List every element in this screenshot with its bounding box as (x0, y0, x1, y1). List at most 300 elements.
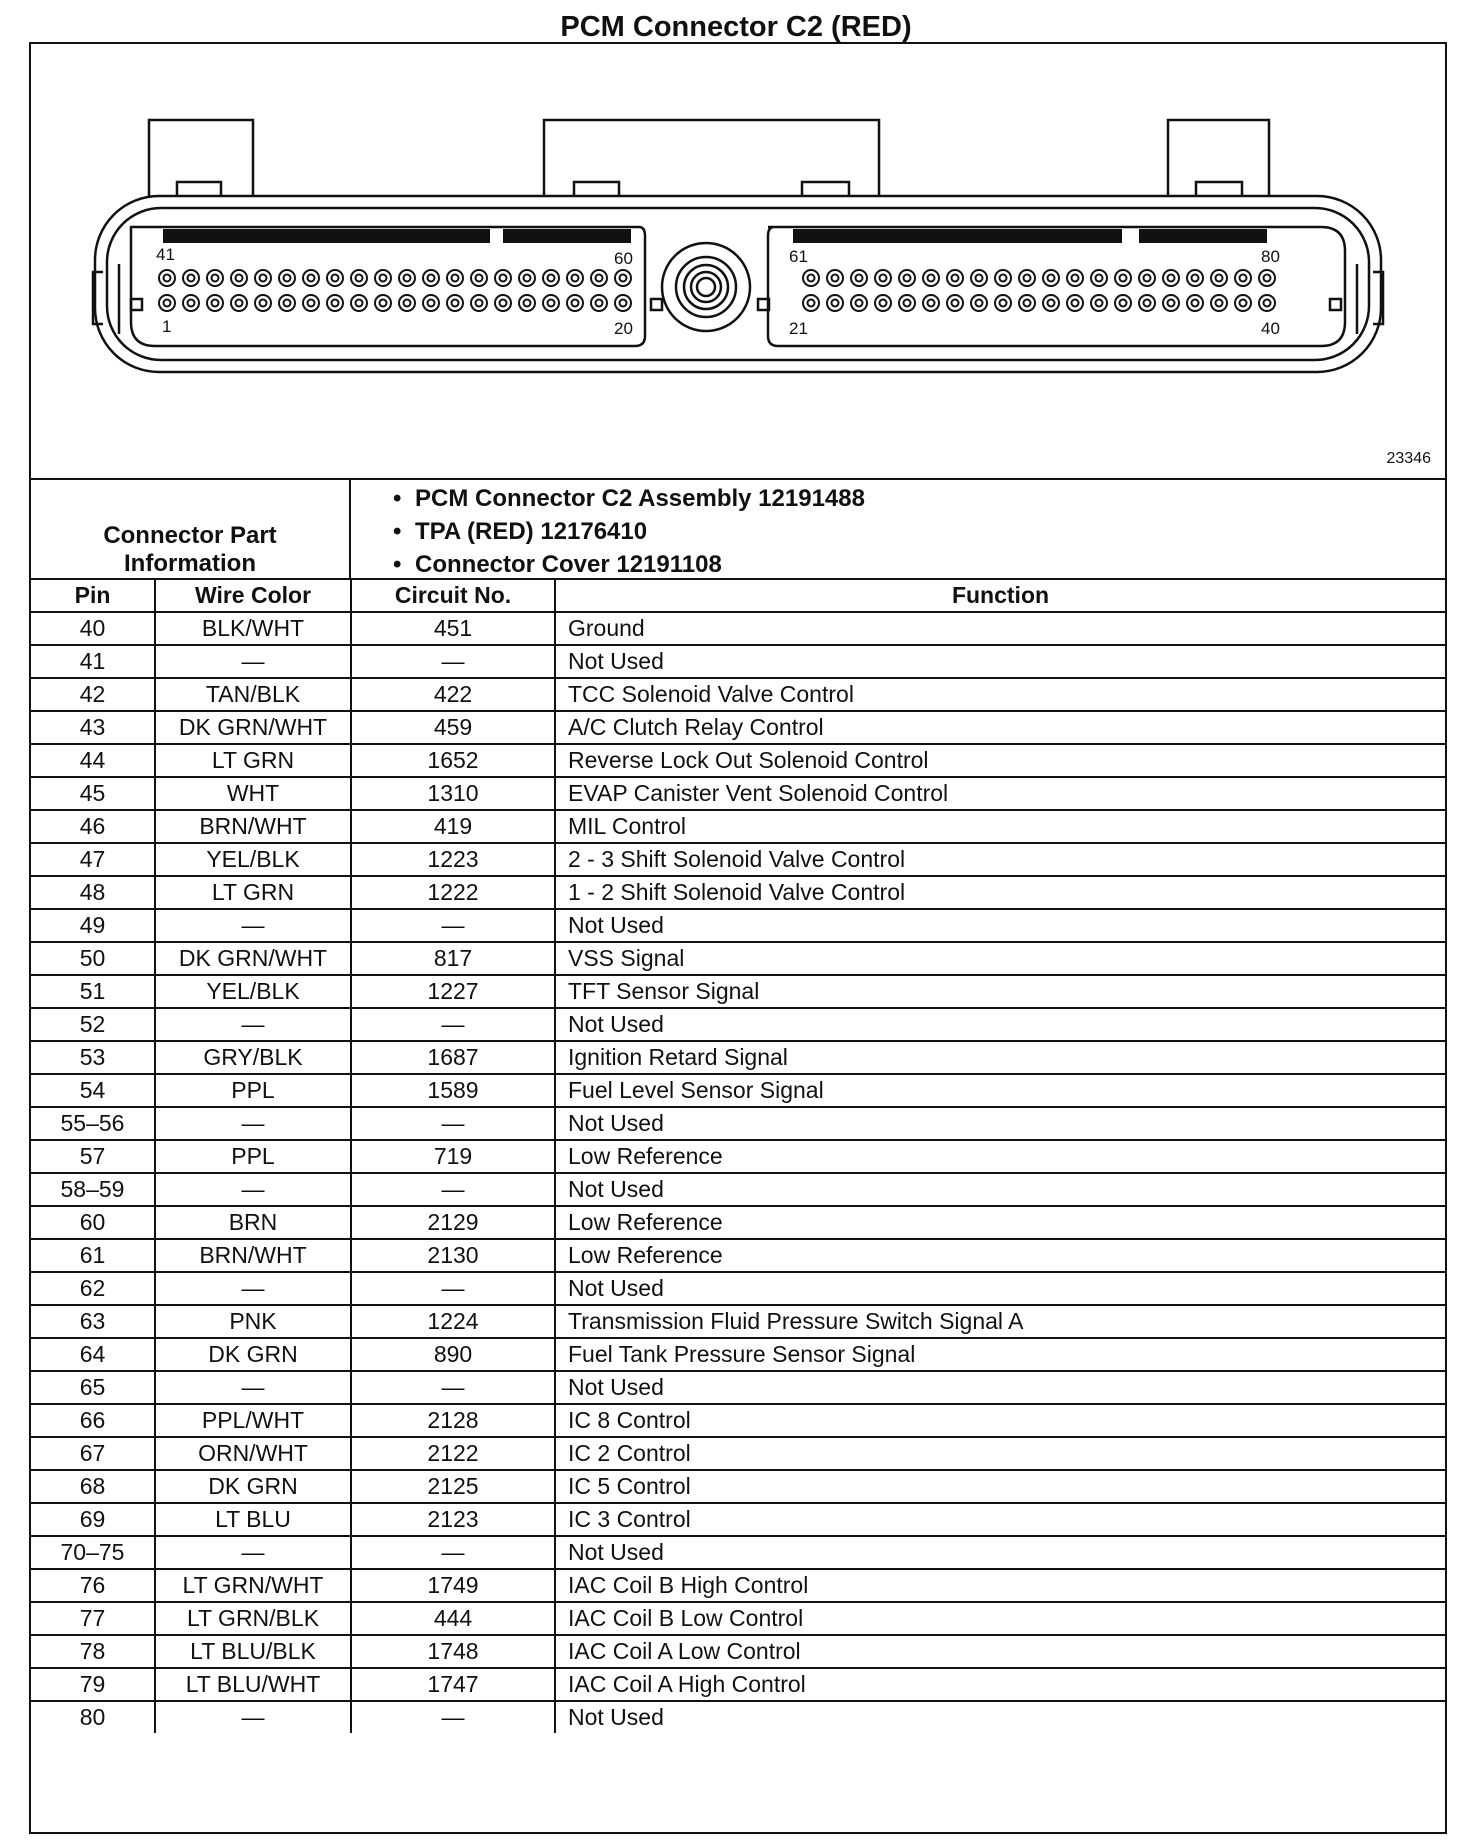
table-row (31, 1173, 1445, 1206)
pin-socket (519, 270, 535, 286)
cell-circuit-no: 1222 (351, 876, 555, 909)
table-row (31, 1701, 1445, 1733)
cell-pin: 60 (31, 1206, 155, 1239)
pin-socket (375, 270, 391, 286)
pin-socket (827, 295, 843, 311)
cell-pin: 68 (31, 1470, 155, 1503)
pin-socket-center (1144, 300, 1151, 307)
pin-socket-center (356, 300, 363, 307)
pin-socket-center (284, 300, 291, 307)
pin-socket-center (808, 275, 815, 282)
cell-wire-color: LT GRN/WHT (155, 1569, 351, 1602)
cell-function: Not Used (555, 1701, 1445, 1733)
pin-socket-center (832, 300, 839, 307)
cell-pin: 78 (31, 1635, 155, 1668)
pin-socket (1043, 270, 1059, 286)
pin-socket-center (1168, 300, 1175, 307)
pin-socket-center (928, 300, 935, 307)
pin-socket (851, 295, 867, 311)
pin-socket-center (928, 275, 935, 282)
pin-socket (183, 270, 199, 286)
cell-function: Transmission Fluid Pressure Switch Signal A (555, 1305, 1445, 1338)
pin-label-40: 40 (1261, 319, 1280, 338)
pin-socket-center (188, 275, 195, 282)
cell-wire-color: YEL/BLK (155, 975, 351, 1008)
cell-circuit-no: — (351, 1008, 555, 1041)
part-item: • PCM Connector C2 Assembly 12191488 (393, 485, 865, 512)
cell-function: Not Used (555, 645, 1445, 678)
pin-socket (591, 270, 607, 286)
cell-function: TCC Solenoid Valve Control (555, 678, 1445, 711)
pin-socket (899, 295, 915, 311)
pin-socket (399, 270, 415, 286)
pin-socket-center (976, 300, 983, 307)
pin-socket-center (880, 300, 887, 307)
cell-pin: 51 (31, 975, 155, 1008)
pin-socket (567, 270, 583, 286)
table-row (31, 1437, 1445, 1470)
cell-wire-color: — (155, 1701, 351, 1733)
cell-circuit-no: 2123 (351, 1503, 555, 1536)
cell-wire-color: PPL (155, 1074, 351, 1107)
cell-function: Not Used (555, 1272, 1445, 1305)
pin-socket-center (1240, 275, 1247, 282)
cell-function: IC 8 Control (555, 1404, 1445, 1437)
cell-circuit-no: 1747 (351, 1668, 555, 1701)
table-row (31, 942, 1445, 975)
pin-socket (255, 270, 271, 286)
pin-socket-center (428, 275, 435, 282)
connector-part-info-label (31, 480, 351, 580)
pin-socket-center (1216, 275, 1223, 282)
pin-socket-center (284, 275, 291, 282)
pin-socket-center (212, 275, 219, 282)
pin-socket (231, 295, 247, 311)
cell-pin: 76 (31, 1569, 155, 1602)
pin-socket-center (976, 275, 983, 282)
pin-socket (1067, 270, 1083, 286)
pin-socket (971, 270, 987, 286)
cell-pin: 58–59 (31, 1173, 155, 1206)
pin-socket (519, 295, 535, 311)
table-row (31, 1371, 1445, 1404)
cell-circuit-no: 2129 (351, 1206, 555, 1239)
pin-socket-center (572, 275, 579, 282)
cell-function: Low Reference (555, 1206, 1445, 1239)
cell-function: Not Used (555, 909, 1445, 942)
pin-socket (875, 295, 891, 311)
cell-pin: 55–56 (31, 1107, 155, 1140)
pin-socket (995, 295, 1011, 311)
pin-socket (231, 270, 247, 286)
pin-socket (159, 295, 175, 311)
cell-function: 2 - 3 Shift Solenoid Valve Control (555, 843, 1445, 876)
table-row (31, 1107, 1445, 1140)
connector-part-list (393, 482, 865, 581)
table-row (31, 843, 1445, 876)
pin-socket (1187, 270, 1203, 286)
pin-socket-center (1192, 275, 1199, 282)
cell-pin: 52 (31, 1008, 155, 1041)
pin-socket (1115, 270, 1131, 286)
pin-socket-center (1096, 300, 1103, 307)
cell-function: Not Used (555, 1173, 1445, 1206)
pin-socket (923, 270, 939, 286)
cell-function: Low Reference (555, 1239, 1445, 1272)
figure-id: 23346 (1386, 450, 1431, 467)
cell-wire-color: — (155, 645, 351, 678)
pin-socket (351, 295, 367, 311)
pin-label-41: 41 (156, 245, 175, 264)
cell-circuit-no: 2130 (351, 1239, 555, 1272)
pin-label-80: 80 (1261, 247, 1280, 266)
cell-wire-color: BLK/WHT (155, 612, 351, 645)
cell-wire-color: PPL (155, 1140, 351, 1173)
pin-socket (327, 295, 343, 311)
pin-socket (1259, 270, 1275, 286)
part-item-text: TPA (RED) 12176410 (415, 518, 648, 545)
pin-socket-center (548, 300, 555, 307)
pin-socket-center (380, 275, 387, 282)
page-title: PCM Connector C2 (RED) (560, 11, 912, 43)
pin-socket (923, 295, 939, 311)
pin-socket (207, 295, 223, 311)
table-row (31, 810, 1445, 843)
pin-socket (875, 270, 891, 286)
cell-pin: 69 (31, 1503, 155, 1536)
cell-circuit-no: — (351, 1536, 555, 1569)
cell-pin: 44 (31, 744, 155, 777)
table-row (31, 678, 1445, 711)
cell-wire-color: — (155, 1107, 351, 1140)
cell-function: EVAP Canister Vent Solenoid Control (555, 777, 1445, 810)
pin-socket-center (1072, 300, 1079, 307)
part-item: • Connector Cover 12191108 (393, 551, 722, 578)
cell-pin: 54 (31, 1074, 155, 1107)
cell-circuit-no: — (351, 1107, 555, 1140)
pin-socket-center (236, 300, 243, 307)
pin-socket-center (1024, 275, 1031, 282)
cell-pin: 45 (31, 777, 155, 810)
pin-socket-center (1120, 275, 1127, 282)
pin-socket-center (880, 275, 887, 282)
pin-socket (423, 295, 439, 311)
cell-circuit-no: 1589 (351, 1074, 555, 1107)
cell-function: IAC Coil B Low Control (555, 1602, 1445, 1635)
cell-circuit-no: 817 (351, 942, 555, 975)
cell-wire-color: LT GRN (155, 876, 351, 909)
pin-socket (1091, 270, 1107, 286)
cell-function: IAC Coil A High Control (555, 1668, 1445, 1701)
pin-label-20: 20 (614, 319, 633, 338)
pin-socket (803, 270, 819, 286)
pin-socket-center (904, 275, 911, 282)
cell-function: IAC Coil B High Control (555, 1569, 1445, 1602)
cell-wire-color: DK GRN/WHT (155, 711, 351, 744)
pin-label-21: 21 (789, 319, 808, 338)
cell-circuit-no: 444 (351, 1602, 555, 1635)
cell-circuit-no: 419 (351, 810, 555, 843)
pin-socket (543, 270, 559, 286)
cell-circuit-no: 1227 (351, 975, 555, 1008)
cell-circuit-no: 719 (351, 1140, 555, 1173)
cell-function: IAC Coil A Low Control (555, 1635, 1445, 1668)
pin-socket (1163, 270, 1179, 286)
cell-function: IC 5 Control (555, 1470, 1445, 1503)
pin-socket (1235, 270, 1251, 286)
pin-socket (375, 295, 391, 311)
pin-socket-center (164, 275, 171, 282)
pin-socket (207, 270, 223, 286)
pin-socket (1043, 295, 1059, 311)
table-header-row (31, 579, 1445, 612)
cell-function: Low Reference (555, 1140, 1445, 1173)
cell-function: VSS Signal (555, 942, 1445, 975)
pin-label-60: 60 (614, 249, 633, 268)
pin-label-1: 1 (162, 317, 172, 336)
cell-pin: 79 (31, 1668, 155, 1701)
cell-pin: 77 (31, 1602, 155, 1635)
pin-socket-center (832, 275, 839, 282)
pin-socket-center (1264, 275, 1271, 282)
cell-function: Ground (555, 612, 1445, 645)
cell-function: Fuel Level Sensor Signal (555, 1074, 1445, 1107)
cell-function: A/C Clutch Relay Control (555, 711, 1445, 744)
pin-socket (947, 270, 963, 286)
pin-socket (543, 295, 559, 311)
cell-function: Fuel Tank Pressure Sensor Signal (555, 1338, 1445, 1371)
pin-socket (995, 270, 1011, 286)
pin-socket-center (452, 300, 459, 307)
cell-wire-color: WHT (155, 777, 351, 810)
table-row (31, 1503, 1445, 1536)
pin-socket (615, 295, 631, 311)
cell-pin: 42 (31, 678, 155, 711)
pin-socket (303, 295, 319, 311)
cell-pin: 64 (31, 1338, 155, 1371)
table-row (31, 1536, 1445, 1569)
info-label-text: Connector Part Information (103, 522, 277, 577)
pin-socket (1019, 295, 1035, 311)
pin-socket (803, 295, 819, 311)
table-row (31, 1206, 1445, 1239)
connector-frame (29, 42, 1447, 1834)
part-item: • TPA (RED) 12176410 (393, 518, 648, 545)
cell-pin: 43 (31, 711, 155, 744)
cell-circuit-no: 2122 (351, 1437, 555, 1470)
pin-socket-center (524, 275, 531, 282)
pin-socket (1067, 295, 1083, 311)
pin-socket (899, 270, 915, 286)
connector-drawing (31, 44, 1445, 479)
cell-circuit-no: 2128 (351, 1404, 555, 1437)
cell-pin: 53 (31, 1041, 155, 1074)
cell-function: TFT Sensor Signal (555, 975, 1445, 1008)
cell-circuit-no: 422 (351, 678, 555, 711)
cell-wire-color: YEL/BLK (155, 843, 351, 876)
pin-socket-center (1144, 275, 1151, 282)
cell-function: MIL Control (555, 810, 1445, 843)
table-row (31, 1074, 1445, 1107)
pin-socket-center (1192, 300, 1199, 307)
connector-part-info (31, 478, 1445, 581)
table-row (31, 645, 1445, 678)
pin-socket (279, 270, 295, 286)
cell-circuit-no: — (351, 645, 555, 678)
cell-pin: 80 (31, 1701, 155, 1733)
pin-socket-center (500, 275, 507, 282)
cell-wire-color: TAN/BLK (155, 678, 351, 711)
pin-socket-center (620, 275, 627, 282)
pin-socket-center (332, 275, 339, 282)
pin-socket (947, 295, 963, 311)
pin-socket-center (332, 300, 339, 307)
pin-socket-center (808, 300, 815, 307)
cell-function: Not Used (555, 1536, 1445, 1569)
cell-circuit-no: — (351, 909, 555, 942)
cell-pin: 57 (31, 1140, 155, 1173)
cell-pin: 66 (31, 1404, 155, 1437)
table-row (31, 1668, 1445, 1701)
part-item-text: Connector Cover 12191108 (415, 551, 722, 578)
cell-wire-color: LT BLU/WHT (155, 1668, 351, 1701)
cell-wire-color: PPL/WHT (155, 1404, 351, 1437)
cell-pin: 40 (31, 612, 155, 645)
pin-socket (591, 295, 607, 311)
table-row (31, 1338, 1445, 1371)
pin-socket-center (1168, 275, 1175, 282)
cell-function: Not Used (555, 1107, 1445, 1140)
pin-socket (279, 295, 295, 311)
pin-socket-center (236, 275, 243, 282)
cell-pin: 48 (31, 876, 155, 909)
pin-socket (447, 270, 463, 286)
pin-socket (851, 270, 867, 286)
header-pin: Pin (31, 579, 155, 612)
cell-circuit-no: 890 (351, 1338, 555, 1371)
cell-wire-color: DK GRN (155, 1470, 351, 1503)
cell-circuit-no: 1687 (351, 1041, 555, 1074)
cell-function: Not Used (555, 1371, 1445, 1404)
pin-socket (1235, 295, 1251, 311)
cell-pin: 67 (31, 1437, 155, 1470)
cell-wire-color: ORN/WHT (155, 1437, 351, 1470)
cell-pin: 62 (31, 1272, 155, 1305)
header-wire-color: Wire Color (155, 579, 351, 612)
pin-socket (1115, 295, 1131, 311)
pin-socket-center (428, 300, 435, 307)
cell-function: Ignition Retard Signal (555, 1041, 1445, 1074)
pin-socket-center (1048, 275, 1055, 282)
pin-socket (1187, 295, 1203, 311)
table-row (31, 909, 1445, 942)
pin-socket-center (1000, 275, 1007, 282)
pin-socket (971, 295, 987, 311)
pin-socket-center (404, 300, 411, 307)
cell-wire-color: LT BLU/BLK (155, 1635, 351, 1668)
pin-socket-center (212, 300, 219, 307)
cell-circuit-no: 1748 (351, 1635, 555, 1668)
part-item-text: PCM Connector C2 Assembly 12191488 (415, 485, 865, 512)
table-row (31, 1140, 1445, 1173)
cell-pin: 61 (31, 1239, 155, 1272)
table-row (31, 975, 1445, 1008)
pin-socket-center (260, 300, 267, 307)
pin-socket (303, 270, 319, 286)
cell-wire-color: — (155, 1173, 351, 1206)
pin-socket (471, 270, 487, 286)
pin-socket-center (620, 300, 627, 307)
pin-socket (423, 270, 439, 286)
pin-socket (1211, 295, 1227, 311)
table-row (31, 1404, 1445, 1437)
pin-socket-center (1024, 300, 1031, 307)
pin-socket-center (1072, 275, 1079, 282)
pin-socket (827, 270, 843, 286)
pin-socket-center (476, 300, 483, 307)
pin-socket-center (856, 300, 863, 307)
pin-socket-center (596, 300, 603, 307)
pin-socket (183, 295, 199, 311)
pin-label-61: 61 (789, 247, 808, 266)
pin-socket-center (1048, 300, 1055, 307)
pin-socket (471, 295, 487, 311)
cell-wire-color: — (155, 1371, 351, 1404)
cell-function: IC 2 Control (555, 1437, 1445, 1470)
table-row (31, 711, 1445, 744)
cell-circuit-no: 1749 (351, 1569, 555, 1602)
table-row (31, 1008, 1445, 1041)
table-row (31, 777, 1445, 810)
cell-pin: 49 (31, 909, 155, 942)
connector-diagram (31, 44, 1445, 479)
table-row (31, 1569, 1445, 1602)
cell-circuit-no: — (351, 1371, 555, 1404)
pin-socket (1139, 295, 1155, 311)
pin-socket-center (188, 300, 195, 307)
pin-socket-center (308, 300, 315, 307)
pin-socket-center (572, 300, 579, 307)
pin-socket-center (524, 300, 531, 307)
pin-socket-center (356, 275, 363, 282)
pin-socket (615, 270, 631, 286)
pin-socket (399, 295, 415, 311)
pin-socket-center (164, 300, 171, 307)
cell-pin: 46 (31, 810, 155, 843)
cell-circuit-no: — (351, 1272, 555, 1305)
header-function: Function (555, 579, 1445, 612)
table-row (31, 612, 1445, 645)
pin-socket (1211, 270, 1227, 286)
cell-wire-color: LT BLU (155, 1503, 351, 1536)
cell-wire-color: LT GRN/BLK (155, 1602, 351, 1635)
pin-socket-center (548, 275, 555, 282)
pin-socket-center (308, 275, 315, 282)
cell-circuit-no: 459 (351, 711, 555, 744)
pin-socket-center (904, 300, 911, 307)
pin-socket-center (952, 300, 959, 307)
pin-socket (351, 270, 367, 286)
cell-function: Reverse Lock Out Solenoid Control (555, 744, 1445, 777)
cell-function: 1 - 2 Shift Solenoid Valve Control (555, 876, 1445, 909)
pin-socket-center (856, 275, 863, 282)
pin-socket-center (1000, 300, 1007, 307)
cell-pin: 65 (31, 1371, 155, 1404)
table-row (31, 1272, 1445, 1305)
table-row (31, 876, 1445, 909)
pin-socket (1259, 295, 1275, 311)
table-row (31, 1602, 1445, 1635)
